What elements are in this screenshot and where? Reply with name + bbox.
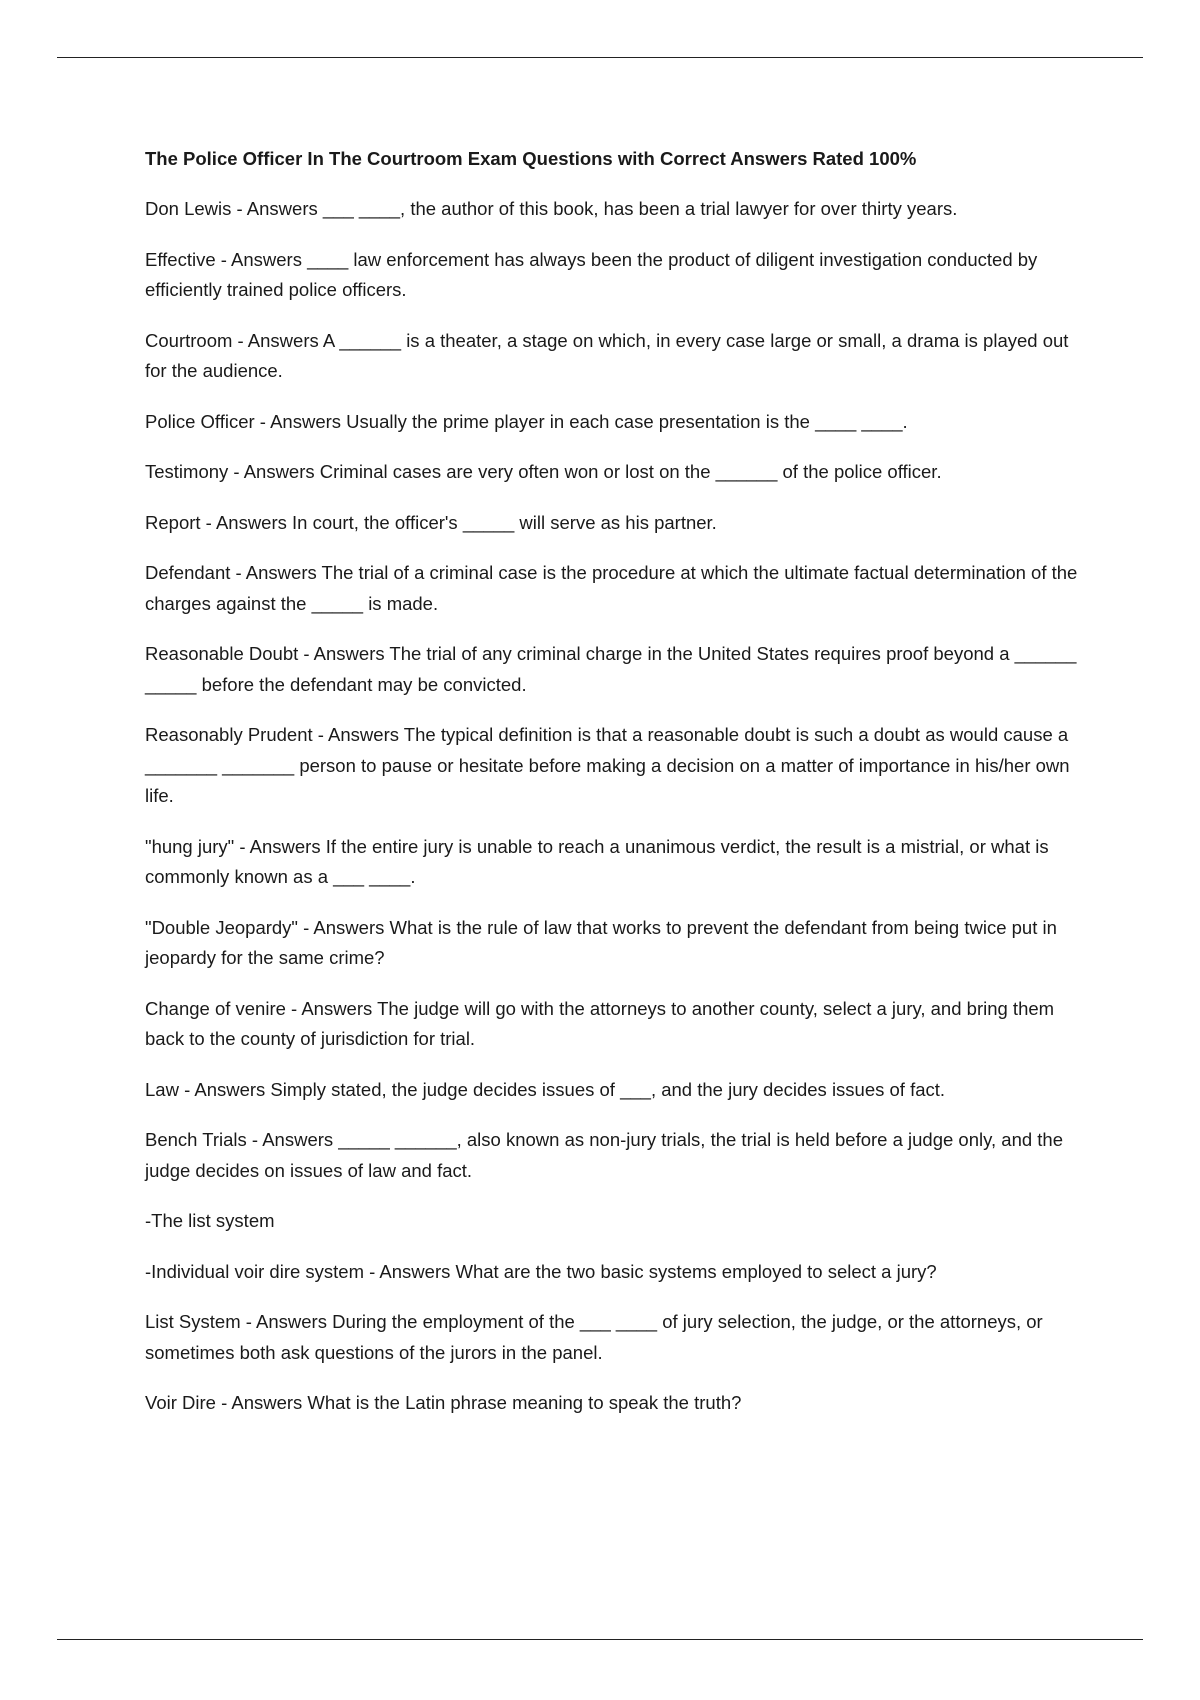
qa-list (145, 194, 1085, 1419)
qa-item: Effective - Answers ____ law enforcement has always been the product of diligent investigation conducted by efficiently trained police officers. (145, 248, 1038, 300)
qa-item: Reasonably Prudent - Answers The typical definition is that a reasonable doubt is such a doubt as would cause a _______ _______ person to pause or hesitate before making a decision on a matter of importance in his/her own life. (145, 724, 1070, 806)
footer-rule (57, 1639, 1143, 1640)
qa-item: Law - Answers Simply stated, the judge decides issues of ___, and the jury decides issues of fact. (145, 1078, 946, 1100)
document-body (145, 144, 1085, 1439)
qa-item: Courtroom - Answers A ______ is a theater, a stage on which, in every case large or small, a drama is played out for the audience. (145, 329, 1069, 381)
qa-item: -Individual voir dire system - Answers What are the two basic systems employed to select a jury? (145, 1260, 937, 1282)
qa-item: Bench Trials - Answers _____ ______, also known as non-jury trials, the trial is held before a judge only, and the judge decides on issues of law and fact. (145, 1129, 1063, 1181)
qa-item: -The list system (145, 1210, 275, 1231)
qa-item: "hung jury" - Answers If the entire jury is unable to reach a unanimous verdict, the result is a mistrial, or what is commonly known as a ___ ____. (145, 835, 1049, 887)
qa-item: Voir Dire - Answers What is the Latin phrase meaning to speak the truth? (145, 1392, 742, 1413)
qa-item: Reasonable Doubt - Answers The trial of any criminal charge in the United States requires proof beyond a ______ _____ before the defendant may be convicted. (145, 643, 1077, 695)
qa-item: Testimony - Answers Criminal cases are very often won or lost on the ______ of the police officer. (145, 461, 942, 482)
qa-item: Change of venire - Answers The judge will go with the attorneys to another county, select a jury, and bring them back to the county of jurisdiction for trial. (145, 997, 1055, 1049)
qa-item: Report - Answers In court, the officer's _____ will serve as his partner. (145, 511, 717, 533)
qa-item: Police Officer - Answers Usually the prime player in each case presentation is the ____ ____. (145, 410, 908, 432)
qa-item: Defendant - Answers The trial of a criminal case is the procedure at which the ultimate factual determination of the charges against the _____ is made. (145, 562, 1078, 614)
qa-item: List System - Answers During the employment of the ___ ____ of jury selection, the judge, or the attorneys, or sometimes both ask questions of the jurors in the panel. (145, 1311, 1043, 1363)
qa-item: "Double Jeopardy" - Answers What is the rule of law that works to prevent the defendant from being twice put in jeopardy for the same crime? (145, 916, 1057, 968)
header-rule (57, 57, 1143, 58)
qa-item: Don Lewis - Answers ___ ____, the author of this book, has been a trial lawyer for over thirty years. (145, 198, 958, 219)
document-title: The Police Officer In The Courtroom Exam Questions with Correct Answers Rated 100% (145, 148, 917, 169)
